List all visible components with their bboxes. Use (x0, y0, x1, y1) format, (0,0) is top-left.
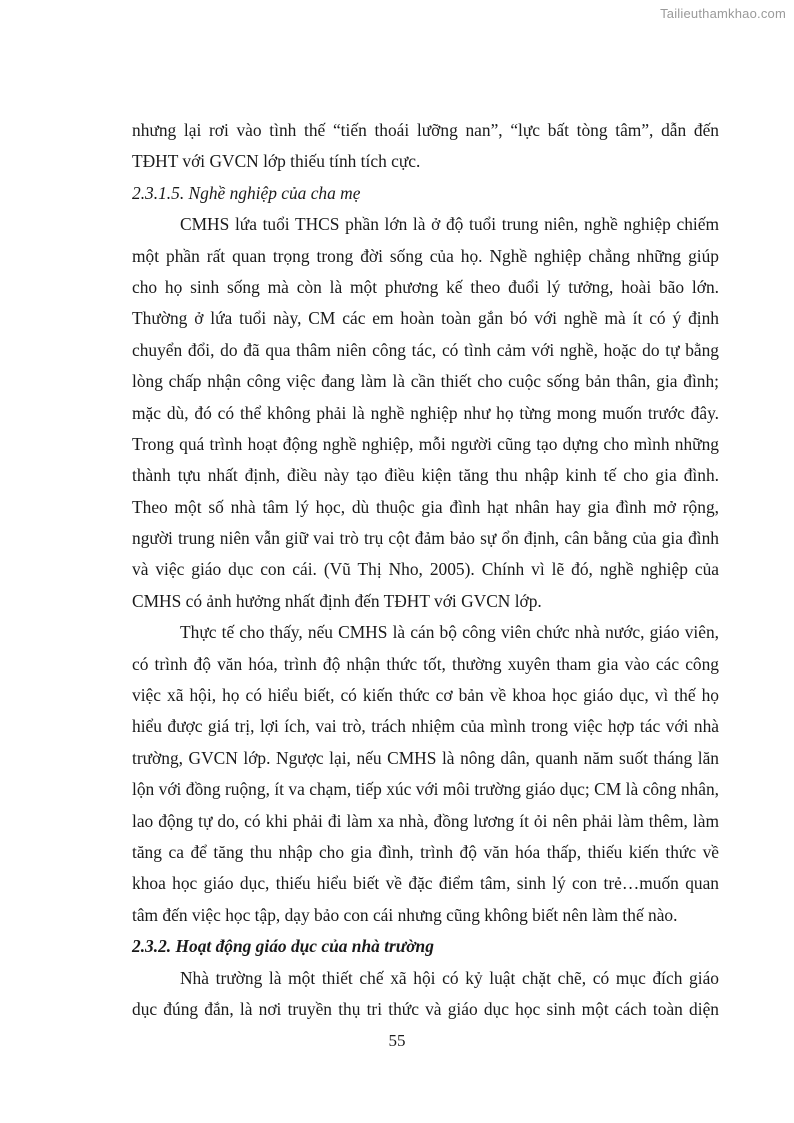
text-line: mặc dù, đó có thể không phải là nghề nghiệp như họ từng mong muốn trước đây. (132, 402, 719, 423)
text-line: CMHS lứa tuổi THCS phần lớn là ở độ tuổi trung niên, nghề nghiệp chiếm (180, 214, 719, 235)
watermark: Tailieuthamkhao.com (660, 6, 786, 21)
text-line: trường, GVCN lớp. Ngược lại, nếu CMHS là nông dân, quanh năm suốt tháng lăn (132, 747, 719, 768)
text-line: CMHS có ảnh hưởng nhất định đến TĐHT với GVCN lớp. (132, 590, 542, 611)
text-line: tăng ca để tăng thu nhập cho gia đình, trình độ văn hóa thấp, thiếu kiến thức về (132, 841, 719, 862)
text-line: thành tựu nhất định, điều này tạo điều kiện tăng thu nhập kinh tế cho gia đình. (132, 465, 719, 486)
text-line: tâm đến việc học tập, dạy bảo con cái nhưng cũng không biết nên làm thế nào. (132, 904, 678, 925)
text-line: Nhà trường là một thiết chế xã hội có kỷ luật chặt chẽ, có mục đích giáo (180, 967, 719, 988)
text-line: có trình độ văn hóa, trình độ nhận thức tốt, thường xuyên tham gia vào các công (132, 653, 719, 674)
text-line: Thường ở lứa tuổi này, CM các em hoàn toàn gắn bó với nghề mà ít có ý định (132, 308, 719, 329)
page-number: 55 (388, 1031, 406, 1050)
text-line: lao động tự do, có khi phải đi làm xa nhà, đồng lương ít ỏi nên phải làm thêm, làm (132, 810, 719, 831)
text-line: và việc giáo dục con cái. (Vũ Thị Nho, 2005). Chính vì lẽ đó, nghề nghiệp của (132, 559, 719, 580)
text-line: hiểu được giá trị, lợi ích, vai trò, trách nhiệm của mình trong việc hợp tác với nhà (132, 716, 719, 737)
text-line: nhưng lại rơi vào tình thế “tiến thoái lưỡng nan”, “lực bất tòng tâm”, dẫn đến (132, 120, 719, 140)
text-line: Trong quá trình hoạt động nghề nghiệp, mỗi người cũng tạo dựng cho mình những (132, 433, 719, 454)
text-line: một phần rất quan trọng trong đời sống của họ. Nghề nghiệp chẳng những giúp (132, 245, 719, 266)
text-line: người trung niên vẫn giữ vai trò trụ cột đảm bảo sự ổn định, cân bằng của gia đình (132, 528, 719, 549)
text-line: TĐHT với GVCN lớp thiếu tính tích cực. (132, 151, 421, 172)
text-line: dục đúng đắn, là nơi truyền thụ tri thức và giáo dục học sinh một cách toàn diện (132, 998, 719, 1019)
text-line: cho họ sinh sống mà còn là một phương kế theo đuổi lý tưởng, hoài bão lớn. (132, 276, 719, 297)
text-line: việc xã hội, họ có hiểu biết, có kiến thức cơ bản về khoa học giáo dục, vì thế họ (132, 685, 719, 706)
text-line: Thực tế cho thấy, nếu CMHS là cán bộ công viên chức nhà nước, giáo viên, (180, 622, 719, 643)
document-body (132, 115, 719, 1025)
text-line: chuyển đổi, do đã qua thâm niên công tác, có tình cảm với nghề, hoặc do tự bằng (132, 339, 719, 360)
text-line: lộn với đồng ruộng, ít va chạm, tiếp xúc với môi trường giáo dục; CM là công nhân, (132, 779, 719, 800)
text-line: Theo một số nhà tâm lý học, dù thuộc gia đình hạt nhân hay gia đình mở rộng, (132, 496, 719, 517)
section-heading: 2.3.1.5. Nghề nghiệp của cha mẹ (132, 182, 361, 203)
section-heading: 2.3.2. Hoạt động giáo dục của nhà trường (132, 936, 434, 957)
text-line: khoa học giáo dục, thiếu hiểu biết về đặc điểm tâm, sinh lý con trẻ…muốn quan (132, 873, 719, 894)
text-line: lòng chấp nhận công việc đang làm là cần thiết cho cuộc sống bản thân, gia đình; (132, 371, 719, 392)
